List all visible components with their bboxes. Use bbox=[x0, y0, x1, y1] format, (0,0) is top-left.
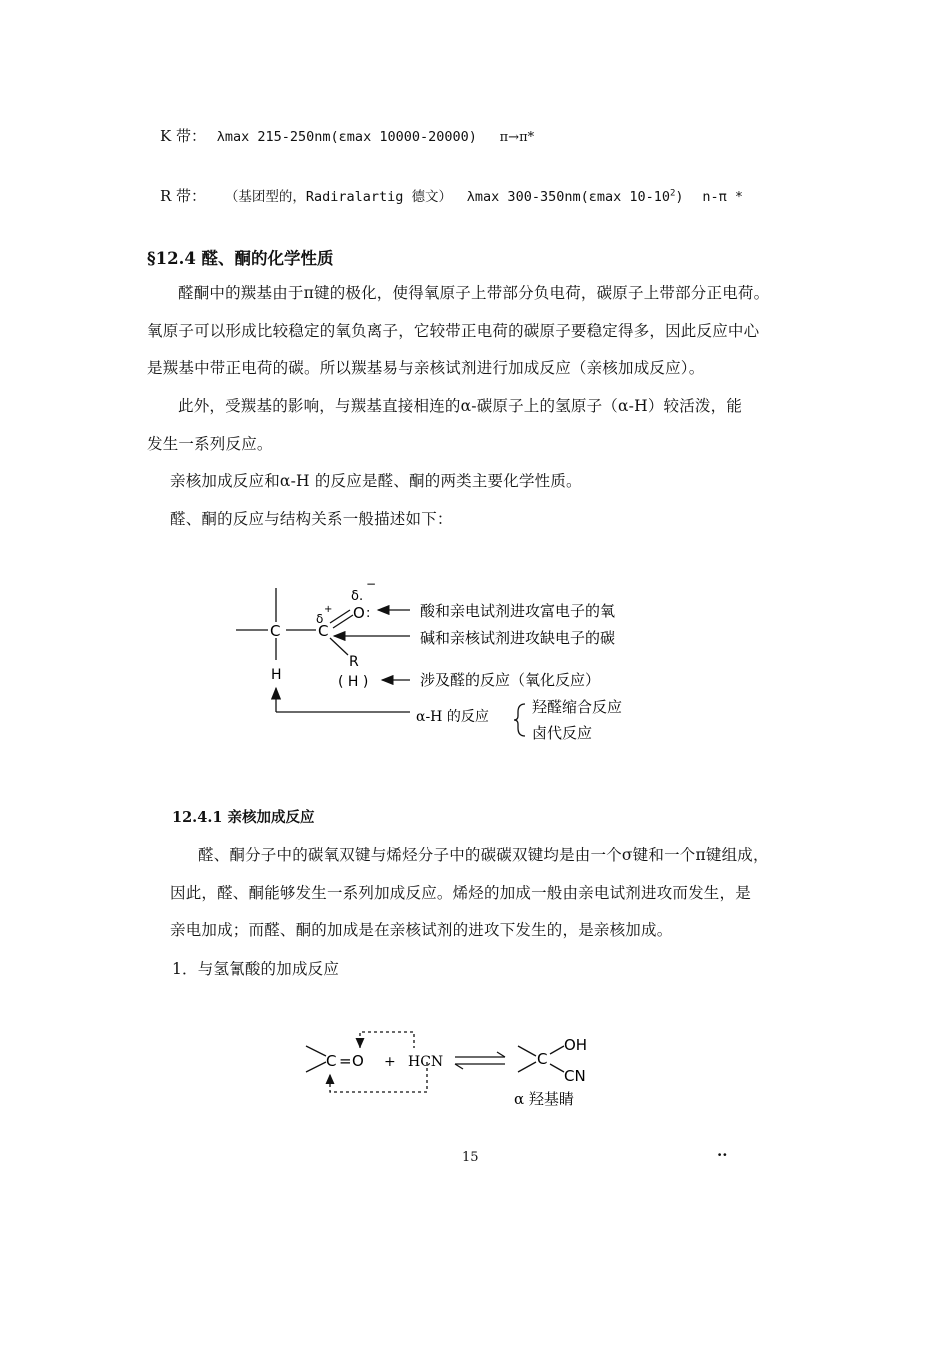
label-base-attack: 碱和亲核试剂进攻缺电子的碳 bbox=[420, 629, 616, 647]
product-carbon: C bbox=[537, 1050, 548, 1068]
section-title: §12.4 醛、酮的化学性质 bbox=[147, 249, 334, 268]
label-halogenation: 卤代反应 bbox=[532, 724, 593, 742]
double-bond: = bbox=[339, 1052, 352, 1070]
paragraph-line: 醛、酮的反应与结构关系一般描述如下： bbox=[170, 510, 453, 528]
paragraph-line: 醛、酮分子中的碳氧双键与烯烃分子中的碳碳双键均是由一个σ键和一个π键组成， bbox=[198, 846, 769, 864]
delta-plus-symbol: δ bbox=[316, 612, 324, 626]
list-item: 1．与氢氰酸的加成反应 bbox=[172, 960, 340, 978]
r-band-note: （基团型的，Radiralartig 德文） bbox=[224, 189, 453, 205]
plus-sign: + bbox=[324, 604, 333, 615]
page-number: 15 bbox=[462, 1150, 479, 1165]
hcn-addition-diagram bbox=[0, 1000, 952, 1130]
paragraph-line: 亲电加成；而醛、酮的加成是在亲核试剂的进攻下发生的，是亲核加成。 bbox=[170, 921, 673, 939]
k-band-transition: π→π* bbox=[499, 130, 535, 145]
paragraph-line: 氧原子可以形成比较稳定的氧负离子，它较带正电荷的碳原子要稳定得多，因此反应中心 bbox=[147, 322, 760, 340]
reactant-oxygen: O bbox=[352, 1052, 364, 1070]
atom-r: R bbox=[349, 654, 359, 670]
reagent-hcn: HCN bbox=[408, 1054, 444, 1070]
paragraph-line: 亲核加成反应和α-H 的反应是醛、酮的两类主要化学性质。 bbox=[170, 472, 582, 490]
k-band-formula: λmax 215-250nm(εmax 10000-20000) bbox=[216, 129, 477, 145]
product-cn: CN bbox=[564, 1067, 586, 1085]
atom-c1: C bbox=[270, 622, 281, 640]
label-alpha-h: α-H 的反应 bbox=[416, 709, 489, 725]
paragraph-line: 因此，醛、酮能够发生一系列加成反应。烯烃的加成一般由亲电试剂进攻而发生，是 bbox=[170, 884, 751, 902]
atom-h: H bbox=[271, 667, 282, 683]
footer-mark: ·· bbox=[717, 1146, 728, 1164]
paragraph-line: 醛酮中的羰基由于π键的极化，使得氧原子上带部分负电荷，碳原子上带部分正电荷。 bbox=[178, 284, 770, 302]
k-band-label: K 带： bbox=[160, 127, 206, 145]
delta-minus-symbol: δ. bbox=[351, 589, 364, 604]
oxygen-lone-pair: : bbox=[366, 606, 371, 621]
atom-c2: C bbox=[318, 622, 329, 640]
paragraph-line: 此外，受羰基的影响，与羰基直接相连的α-碳原子上的氢原子（α-H）较活泼，能 bbox=[178, 397, 743, 415]
minus-sign: − bbox=[366, 577, 377, 591]
r-band-transition: n-π * bbox=[702, 189, 743, 205]
atom-o: O bbox=[353, 604, 365, 622]
reactant-carbon: C bbox=[326, 1052, 337, 1070]
product-oh: OH bbox=[564, 1036, 588, 1054]
paragraph-line: 发生一系列反应。 bbox=[147, 435, 273, 453]
label-aldol: 羟醛缩合反应 bbox=[532, 698, 623, 716]
product-name: α 羟基睛 bbox=[514, 1090, 574, 1108]
label-acid-attack: 酸和亲电试剂进攻富电子的氧 bbox=[420, 602, 616, 620]
r-band-label: R 带： bbox=[160, 187, 207, 205]
atom-h-paren: ( H ) bbox=[338, 674, 369, 690]
paragraph-line: 是羰基中带正电荷的碳。所以羰基易与亲核试剂进行加成反应（亲核加成反应）。 bbox=[147, 359, 705, 377]
plus-sign: + bbox=[384, 1054, 396, 1070]
subsection-title: 12.4.1 亲核加成反应 bbox=[172, 809, 315, 826]
r-band-formula: λmax 300-350nm(εmax $10-10^2$) bbox=[466, 188, 684, 205]
label-aldehyde-oxidation: 涉及醛的反应（氧化反应） bbox=[420, 671, 601, 689]
